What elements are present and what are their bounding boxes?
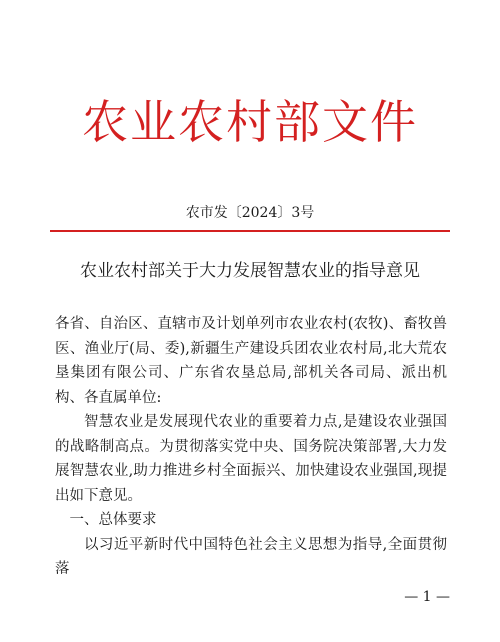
intro-paragraph: 智慧农业是发展现代农业的重要着力点,是建设农业强国的战略制高点。为贯彻落实党中央、国务院决策部署,大力发展智慧农业,助力推进乡村全面振兴、加快建设农业强国,现提出如下意见。 bbox=[55, 414, 447, 504]
issuer-title: 农业农村部文件 bbox=[82, 95, 418, 149]
document-title: 农业农村部关于大力发展智慧农业的指导意见 bbox=[80, 261, 420, 281]
document-number: 农市发〔2024〕3号 bbox=[185, 205, 315, 221]
page-number: — 1 — bbox=[404, 589, 450, 605]
document-body bbox=[55, 312, 447, 582]
red-separator-line bbox=[50, 230, 450, 232]
section-first-line: 以习近平新时代中国特色社会主义思想为指导,全面贯彻落 bbox=[55, 536, 447, 577]
addressee-paragraph: 各省、自治区、直辖市及计划单列市农业农村(农牧)、畜牧兽医、渔业厅(局、委),新疆生产建设兵团农业农村局,北大荒农垦集团有限公司、广东省农垦总局,部机关各司局、派出机构、各直属单位: bbox=[55, 316, 447, 406]
section-heading: 一、总体要求 bbox=[69, 512, 157, 528]
